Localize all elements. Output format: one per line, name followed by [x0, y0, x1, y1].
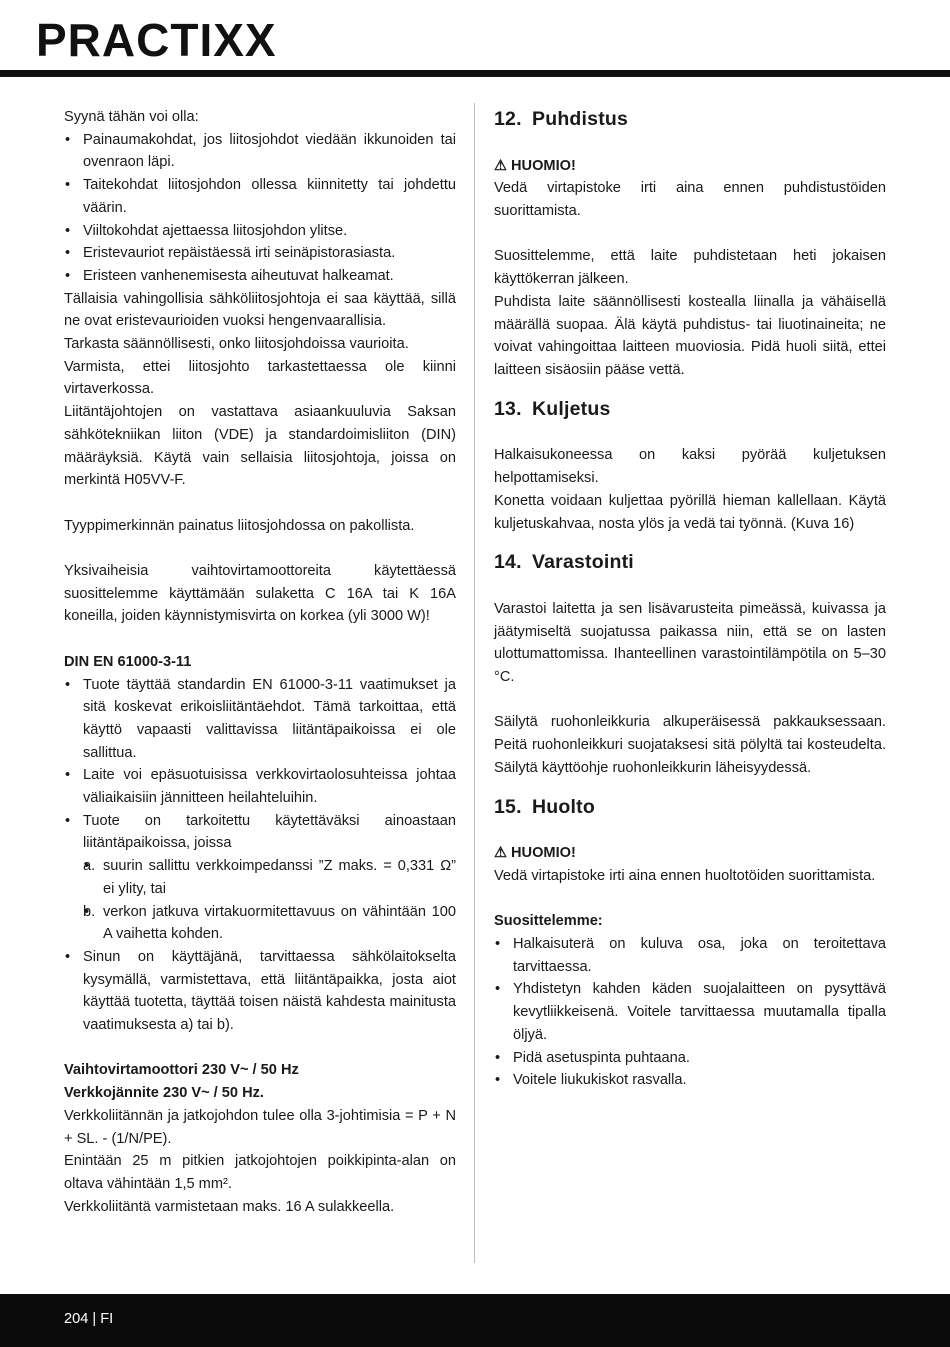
page-header — [0, 0, 950, 80]
section-heading-storage: 14. Varastointi — [494, 551, 634, 574]
mains-spec: Verkkojännite 230 V~ / 50 Hz. — [64, 1085, 264, 1102]
list-item: • Eristevauriot repäistäessä irti seinäpistorasiasta. — [64, 242, 456, 265]
list-item: • Sinun on käyttäjänä, tarvittaessa sähkölaitokselta kysymällä, varmistettava, että liitäntäpaikka, josta aiot käyttää tuotetta, täyttää toisen näistä kahdesta mainitusta vaatimuksesta a) tai b). — [64, 946, 456, 1037]
list-item: • Eristeen vanhenemisesta aiheutuvat halkeamat. — [64, 265, 456, 288]
warning-label: ⚠ HUOMIO! — [494, 155, 886, 178]
paragraph: Varastoi laitetta ja sen lisävarusteita pimeässä, kuivassa ja jäätymiseltä suojatussa paikassa niin, että se on lasten ulottumattomissa. Ihanteellinen varastointilämpötila on 5–30 °C. — [494, 600, 886, 685]
paragraph: Verkkoliitännän ja jatkojohdon tulee olla 3-johtimisia = P + N + SL. - (1/N/PE). — [64, 1107, 456, 1147]
right-column — [494, 106, 886, 1092]
sublist-item — [83, 855, 456, 900]
paragraph: Enintään 25 m pitkien jatkojohtojen poikkipinta-alan on oltava vähintään 1,5 mm². — [64, 1153, 456, 1192]
warning-icon: ⚠ — [494, 845, 508, 862]
practixx-logo — [36, 8, 336, 70]
warning-text: Vedä virtapistoke irti aina ennen puhdistustöiden suorittamista. — [494, 180, 886, 220]
warning-text: Vedä virtapistoke irti aina ennen huoltotöiden suorittamista. — [494, 867, 876, 884]
sublist-item — [83, 901, 456, 946]
din-sublist — [83, 855, 456, 946]
list-item: • Yhdistetyn kahden käden suojalaitteen on pysyttävä kevytliikkeisenä. Voitele tarvittaessa muutamalla tipalla öljyä. — [494, 978, 886, 1046]
list-item: • Pidä asetuspinta puhtaana. — [494, 1047, 886, 1070]
paragraph: Säilytä ruohonleikkuria alkuperäisessä pakkauksessaan. Peitä ruohonleikkuri suojataksesi sitä pölyltä tai kosteudelta. Säilytä käyttöohje ruohonleikkurin läheisyydessä. — [494, 714, 886, 776]
list-item: • Laite voi epäsuotuisissa verkkovirtaolosuhteissa johtaa väliaikaisiin jännitteen heilahteluihin. — [64, 764, 456, 809]
recommend-heading: Suosittelemme: — [494, 913, 603, 930]
sublist-text: verkon jatkuva virtakuormitettavuus on vähintään 100 A vaihetta kohden. — [103, 903, 456, 943]
svg-text:PRACTIXX: PRACTIXX — [36, 14, 277, 66]
list-item: • Halkaisuterä on kuluva osa, joka on teroitettava tarvittaessa. — [494, 933, 886, 978]
paragraph: Puhdista laite säännöllisesti kostealla liinalla ja vähäisellä määrällä suopaa. Älä käytä puhdistus- tai liuotinaineita; ne voivat vahingoittaa laitteen muoviosia. Pidä huoli siitä, ettei laitteen sisäosiin pääse vettä. — [494, 293, 886, 378]
causes-list — [64, 129, 456, 288]
warning-label: ⚠ HUOMIO! — [494, 842, 886, 865]
paragraph: Konetta voidaan kuljettaa pyörillä hieman kallellaan. Käytä kuljetuskahvaa, nosta ylös ja vedä tai työnnä. (Kuva 16) — [494, 492, 886, 532]
paragraph: Suosittelemme, että laite puhdistetaan heti jokaisen käyttökerran jälkeen. — [494, 248, 886, 288]
paragraph: Halkaisukoneessa on kaksi pyörää kuljetuksen helpottamiseksi. — [494, 447, 886, 487]
intro-text: Syynä tähän voi olla: — [64, 109, 199, 125]
sublist-text: suurin sallittu verkkoimpedanssi ”Z maks. = 0,331 Ω” ei ylity, tai — [103, 858, 456, 897]
section-heading-maintenance: 15. Huolto — [494, 795, 595, 818]
paragraph: Tarkasta säännöllisesti, onko liitosjohdoissa vaurioita. — [64, 336, 409, 353]
left-column — [64, 106, 456, 1218]
sublist-marker: • b. — [83, 903, 96, 920]
paragraph: Liitäntäjohtojen on vastattava asiaankuuluvia Saksan sähkötekniikan liiton (VDE) ja standardoimisliiton (DIN) määräyksiä. Käytä vain sellaisia liitosjohtoja, joissa on merkintä H05VV-F. — [64, 404, 456, 489]
page-footer — [0, 1294, 950, 1347]
section-heading-transport: 13. Kuljetus — [494, 397, 611, 420]
warning-icon: ⚠ — [494, 157, 508, 174]
column-divider — [474, 103, 475, 1263]
paragraph: Varmista, ettei liitosjohto tarkastettaessa ole kiinni virtaverkossa. — [64, 358, 456, 398]
paragraph: Verkkoliitäntä varmistetaan maks. 16 A sulakkeella. — [64, 1198, 395, 1215]
din-list — [64, 674, 456, 1037]
section-heading-cleaning: 12. Puhdistus — [494, 108, 629, 130]
paragraph: Yksivaiheisia vaihtovirtamoottoreita käytettäessä suosittelemme käyttämään sulaketta C 16A tai K 16A koneilla, joiden käynnistymisvirta on korkea (yli 3000 W)! — [64, 563, 456, 625]
paragraph: Tyyppimerkinnän painatus liitosjohdossa on pakollista. — [64, 517, 415, 534]
motor-spec: Vaihtovirtamoottori 230 V~ / 50 Hz — [64, 1062, 299, 1079]
list-item: • Voitele liukukiskot rasvalla. — [494, 1069, 886, 1092]
page-number: 204 | FI — [64, 1311, 114, 1327]
paragraph: Tällaisia vahingollisia sähköliitosjohtoja ei saa käyttää, sillä ne ovat eristevaurioiden vuoksi hengenvaarallisia. — [64, 290, 456, 330]
sublist-marker: • a. — [83, 858, 96, 875]
list-item: • Viiltokohdat ajettaessa liitosjohdon ylitse. — [64, 220, 456, 243]
list-item-text: Tuote on tarkoitettu käytettäväksi ainoastaan liitäntäpaikoissa, joissa — [83, 812, 456, 852]
list-item: • Painaumakohdat, jos liitosjohdot viedään ikkunoiden tai ovenraon läpi. — [64, 129, 456, 174]
maintenance-list — [494, 933, 886, 1092]
din-heading: DIN EN 61000-3-11 — [64, 653, 192, 670]
list-item: • Tuote täyttää standardin EN 61000-3-11 vaatimukset ja sitä koskevat erikoisliitäntäehdot. Tämä tarkoittaa, että käyttö vapaasti valittavissa liitäntäpaikoissa ei ole sallittua. — [64, 674, 456, 765]
list-item: • Taitekohdat liitosjohdon ollessa kiinnitetty tai johdettu väärin. — [64, 174, 456, 219]
header-rule — [0, 70, 950, 77]
list-item — [64, 810, 456, 946]
